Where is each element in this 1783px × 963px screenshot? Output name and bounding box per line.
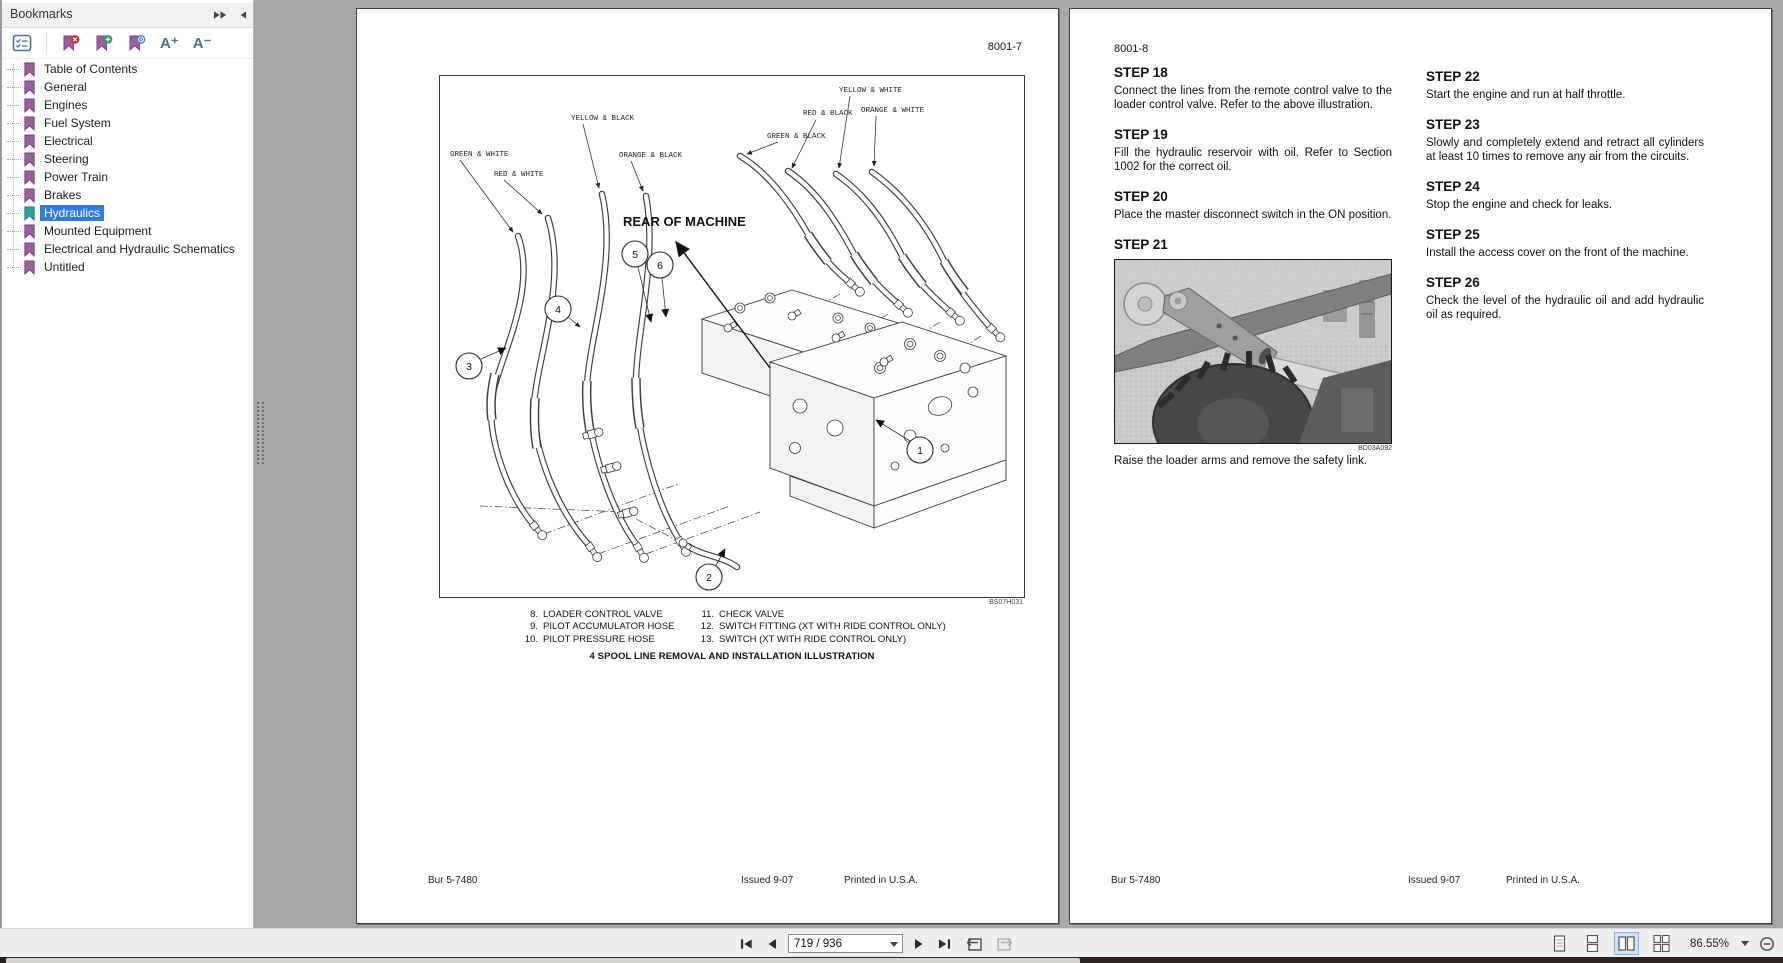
zoom-dropdown-caret-icon[interactable] xyxy=(1741,941,1749,946)
collapse-panel-icon[interactable] xyxy=(238,10,247,20)
bookmarks-panel xyxy=(0,0,254,928)
legend-row: 9. PILOT ACCUMULATOR HOSE xyxy=(530,621,675,633)
step-body: Check the level of the hydraulic oil and add hydraulic oil as required. xyxy=(1426,295,1704,322)
step-heading: STEP 23 xyxy=(1426,117,1480,133)
bookmark-icon xyxy=(23,98,36,113)
bookmark-item-brakes[interactable] xyxy=(2,186,251,204)
expand-panel-icon[interactable] xyxy=(213,10,228,20)
step-body: Place the master disconnect switch in the ON position. xyxy=(1114,209,1392,222)
step-body: Connect the lines from the remote control valve to the loader control valve. Refer to the above illustration. xyxy=(1114,85,1392,112)
zoom-out-icon[interactable] xyxy=(1759,936,1775,952)
bookmark-label: General xyxy=(44,80,87,94)
next-page-icon xyxy=(914,938,925,950)
bookmark-label: Mounted Equipment xyxy=(44,224,152,238)
footer-issued: Issued 9-07 xyxy=(1408,875,1461,886)
document-page-right xyxy=(1069,8,1772,924)
hose-label: RED & WHITE xyxy=(494,171,544,179)
step-body: Fill the hydraulic reservoir with oil. Refer to Section 1002 for the correct oil. xyxy=(1114,147,1392,174)
bookmark-label: Electrical xyxy=(44,134,93,148)
figure-code: BS07H031 xyxy=(989,599,1023,606)
two-page-continuous-icon xyxy=(1653,935,1670,952)
svg-text:3: 3 xyxy=(466,361,472,373)
svg-text:REAR OF MACHINE: REAR OF MACHINE xyxy=(623,214,746,229)
toolbar-separator xyxy=(46,33,47,53)
page-number: 8001-7 xyxy=(987,41,1022,53)
viewer-bottom-toolbar xyxy=(0,928,1783,957)
hose-label: GREEN & WHITE xyxy=(450,151,509,159)
photo-code: BD03A092 xyxy=(1358,445,1392,453)
bookmark-icon xyxy=(23,134,36,149)
pilot-hoses-left xyxy=(491,194,692,564)
svg-text:1: 1 xyxy=(917,445,923,457)
callout-6 xyxy=(647,252,673,317)
bookmark-icon xyxy=(23,242,36,257)
right-page-column-2 xyxy=(1426,69,1704,322)
two-page-view-icon xyxy=(1618,935,1635,952)
step-heading: STEP 25 xyxy=(1426,227,1480,243)
hydraulic-diagram-svg xyxy=(440,76,1024,597)
bookmarks-panel-header xyxy=(2,3,253,28)
page-number-input[interactable] xyxy=(788,934,903,953)
previous-view-icon xyxy=(964,936,983,951)
svg-text:6: 6 xyxy=(657,260,663,272)
footer-issued: Issued 9-07 xyxy=(741,875,794,886)
hose-label: ORANGE & BLACK xyxy=(619,152,683,160)
first-page-icon xyxy=(740,938,753,950)
loader-arm-photo xyxy=(1115,260,1391,443)
step-heading: STEP 22 xyxy=(1426,69,1480,84)
page-navigation xyxy=(738,929,1017,958)
step-heading: STEP 24 xyxy=(1426,179,1480,195)
delete-bookmark-icon[interactable] xyxy=(61,34,80,53)
step21-photo xyxy=(1114,259,1392,444)
single-page-view-button[interactable] xyxy=(1548,932,1571,955)
zoom-level[interactable]: 86.55% xyxy=(1690,937,1730,950)
hose-label: YELLOW & WHITE xyxy=(839,87,903,95)
hose-label: YELLOW & BLACK xyxy=(571,115,635,123)
bookmark-item-steering[interactable] xyxy=(2,150,251,168)
bookmark-label: Untitled xyxy=(44,260,85,274)
bookmark-item-power-train[interactable] xyxy=(2,168,251,186)
bookmark-label: Fuel System xyxy=(44,116,111,130)
single-page-icon xyxy=(1552,935,1567,952)
legend-row: 13. SWITCH (XT WITH RIDE CONTROL ONLY) xyxy=(700,633,907,645)
step-heading: STEP 21 xyxy=(1114,237,1168,253)
bookmark-item-untitled[interactable] xyxy=(2,258,251,276)
svg-text:2: 2 xyxy=(706,572,712,584)
bookmark-label: Table of Contents xyxy=(44,62,138,76)
taskbar-app-button[interactable] xyxy=(6,958,1080,963)
panel-splitter[interactable] xyxy=(255,0,266,928)
hose-label: RED & BLACK xyxy=(803,110,853,118)
bookmarks-panel-title: Bookmarks xyxy=(10,7,73,21)
bookmark-item-engines[interactable] xyxy=(2,96,251,114)
two-page-view-button[interactable] xyxy=(1614,932,1639,955)
footer-printed: Printed in U.S.A. xyxy=(844,875,918,886)
bookmark-icon xyxy=(23,188,36,203)
bookmark-icon xyxy=(23,80,36,95)
decrease-text-size-icon[interactable]: A⁻ xyxy=(192,34,212,52)
bookmark-item-table-of-contents[interactable] xyxy=(2,60,251,78)
hose-label: ORANGE & WHITE xyxy=(861,107,925,115)
bookmark-icon xyxy=(23,62,36,77)
legend-row: 8. LOADER CONTROL VALVE xyxy=(530,609,663,620)
document-page-left xyxy=(356,8,1059,924)
footer-printed: Printed in U.S.A. xyxy=(1506,875,1580,886)
bookmark-item-mounted-equipment[interactable] xyxy=(2,222,251,240)
legend-row: 10. PILOT PRESSURE HOSE xyxy=(524,633,655,645)
first-page-button[interactable] xyxy=(738,936,755,952)
previous-view-button[interactable] xyxy=(962,934,985,953)
page-input-wrap xyxy=(788,934,903,953)
bookmark-icon xyxy=(23,260,36,275)
bookmark-icon xyxy=(23,152,36,167)
taskbar-strip xyxy=(0,957,1783,963)
bookmarks-toolbar xyxy=(2,28,253,59)
step-body: Install the access cover on the front of the machine. xyxy=(1426,247,1689,260)
next-view-button[interactable] xyxy=(994,934,1017,953)
hose-labels xyxy=(450,87,925,232)
step-heading: STEP 26 xyxy=(1426,275,1480,291)
bookmark-options-icon[interactable] xyxy=(12,33,32,53)
step-heading: STEP 19 xyxy=(1114,127,1168,143)
step-body: Slowly and completely extend and retract all cylinders at least 10 times to remove any air from the circuits. xyxy=(1426,137,1704,164)
bookmark-label: Brakes xyxy=(44,188,82,202)
svg-text:4: 4 xyxy=(555,304,561,316)
bookmark-icon xyxy=(23,224,36,239)
continuous-view-button[interactable] xyxy=(1581,932,1604,955)
hose-label: GREEN & BLACK xyxy=(767,133,826,141)
step-body: Start the engine and run at half throttle. xyxy=(1426,89,1626,101)
diagram-legend-col2 xyxy=(683,609,946,646)
svg-text:5: 5 xyxy=(632,249,638,261)
bookmark-icon xyxy=(23,170,36,185)
next-view-icon xyxy=(996,936,1015,951)
legend-row: 12. SWITCH FITTING (XT WITH RIDE CONTROL ONLY) xyxy=(700,621,946,633)
bookmark-history-icon[interactable] xyxy=(127,34,146,53)
bookmark-tree xyxy=(2,60,251,928)
next-page-button[interactable] xyxy=(912,936,927,952)
increase-text-size-icon[interactable]: A⁺ xyxy=(160,34,179,52)
bookmark-item-electrical[interactable] xyxy=(2,132,251,150)
hydraulic-diagram xyxy=(439,75,1025,598)
bookmark-label: Electrical and Hydraulic Schematics xyxy=(44,242,235,256)
diagram-legend-col1 xyxy=(507,609,674,646)
photo-caption: Raise the loader arms and remove the safety link. xyxy=(1114,455,1368,468)
two-page-continuous-view-button[interactable] xyxy=(1649,932,1674,955)
bookmark-icon xyxy=(23,116,36,131)
prev-page-icon xyxy=(766,938,777,950)
page-number: 8001-8 xyxy=(1114,43,1149,55)
step-heading: STEP 18 xyxy=(1114,65,1168,80)
step-body: Stop the engine and check for leaks. xyxy=(1426,199,1613,212)
bookmark-label: Power Train xyxy=(44,170,109,184)
loader-control-valve xyxy=(702,290,1006,528)
bookmark-item-electrical-and-hydraulic-schematics[interactable] xyxy=(2,240,251,258)
view-controls xyxy=(1548,929,1783,958)
splitter-handle-icon xyxy=(257,402,264,464)
right-page-column-1 xyxy=(1114,43,1392,467)
bookmark-item-fuel-system[interactable] xyxy=(2,114,251,132)
bookmark-label: Engines xyxy=(44,98,88,112)
continuous-view-icon xyxy=(1585,935,1600,952)
footer-doc-number: Bur 5-7480 xyxy=(1111,875,1161,886)
last-page-button[interactable] xyxy=(936,936,953,952)
bookmark-item-hydraulics[interactable] xyxy=(2,204,251,222)
step-heading: STEP 20 xyxy=(1114,189,1168,205)
footer-doc-number: Bur 5-7480 xyxy=(428,875,478,886)
prev-page-button[interactable] xyxy=(764,936,779,952)
legend-row: 11. CHECK VALVE xyxy=(701,609,785,620)
bookmark-item-general[interactable] xyxy=(2,78,251,96)
diagram-caption: 4 SPOOL LINE REMOVAL AND INSTALLATION ILLUSTRATION xyxy=(589,651,875,662)
bookmark-label: Hydraulics xyxy=(40,205,104,221)
page-dropdown-caret-icon[interactable] xyxy=(890,942,898,947)
bookmark-icon-selected xyxy=(23,206,36,221)
add-bookmark-icon[interactable] xyxy=(94,34,113,53)
bookmark-label: Steering xyxy=(44,152,89,166)
last-page-icon xyxy=(938,938,951,950)
